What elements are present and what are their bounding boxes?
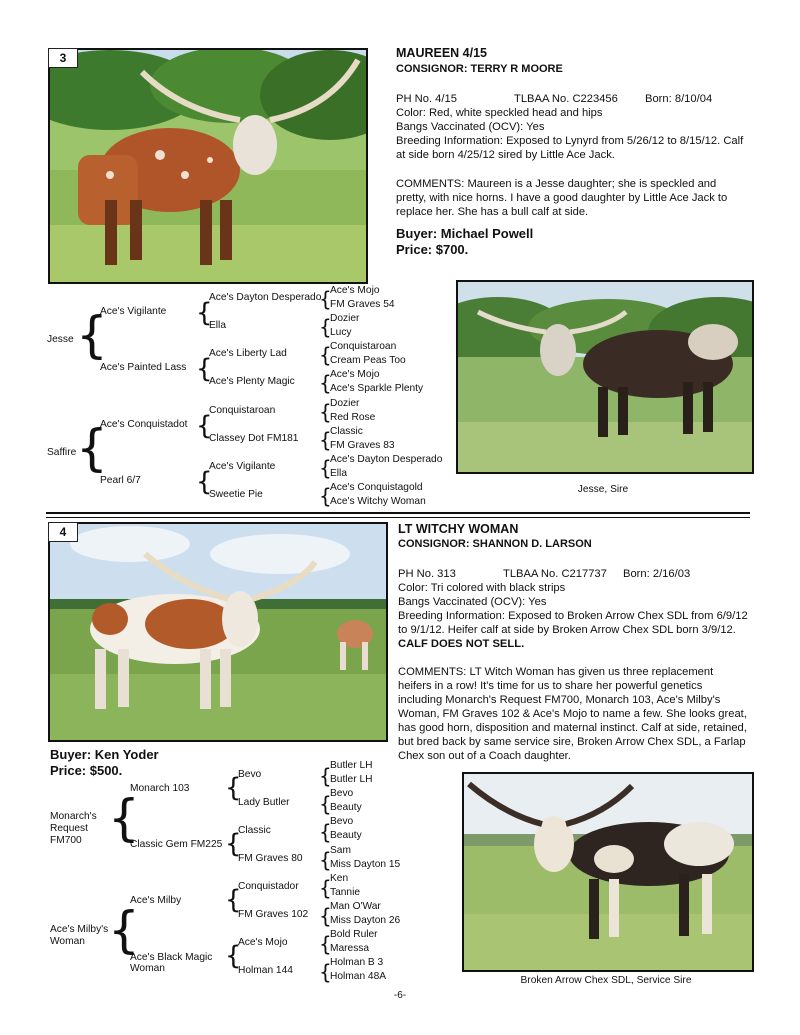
lot-divider-thick	[46, 512, 750, 514]
ped3-brace-g2-4: {	[196, 467, 213, 497]
ped4-brace-g3-5: {	[319, 904, 332, 928]
lot3-sire-photo	[456, 280, 754, 474]
ped3-g4-15: Ace's Witchy Woman	[330, 496, 426, 507]
ped4-g4-14: Holman B 3	[330, 957, 384, 968]
ped4-g4-13: Maressa	[330, 943, 370, 954]
ped3-g4-3: Lucy	[330, 327, 352, 338]
lot4-comments-4: has good horn, disposition and maternal instinct. Calf at side, retained,	[398, 722, 747, 734]
ped4-brace-sire: {	[108, 789, 140, 847]
ped3-g4-14: Ace's Conquistagold	[330, 482, 423, 493]
lot-divider-thin	[46, 517, 750, 518]
lot4-tlbaa-no: TLBAA No. C217737	[503, 568, 607, 580]
ped3-s-s: Ace's Vigilante	[100, 306, 167, 317]
lot3-buyer: Buyer: Michael Powell	[396, 226, 534, 241]
ped4-g4-1: Butler LH	[330, 774, 373, 785]
ped4-g4-7: Miss Dayton 15	[330, 859, 401, 870]
ped3-g4-2: Dozier	[330, 313, 360, 324]
lot4-breeding-1: Breeding Information: Exposed to Broken Arrow Chex SDL from 6/9/12	[398, 610, 748, 622]
ped3-brace-sire: {	[76, 306, 108, 364]
lot3-sire-caption: Jesse, Sire	[577, 484, 629, 495]
lot3-comments-1: COMMENTS: Maureen is a Jesse daughter; she is speckled and	[396, 178, 717, 190]
lot3-breeding-1: Breeding Information: Exposed to Lynyrd from 5/26/12 to 8/15/12. Calf	[396, 135, 744, 147]
ped4-g3-2: Classic	[238, 825, 271, 836]
ped4-g4-5: Beauty	[330, 830, 362, 841]
ped3-brace-g3-4: {	[319, 400, 332, 424]
ped4-g4-2: Bevo	[330, 788, 354, 799]
page-number: -6-	[393, 990, 407, 1001]
lot4-price: Price: $500.	[50, 763, 123, 778]
ped4-d-s: Ace's Milby	[130, 895, 182, 906]
lot4-bangs: Bangs Vaccinated (OCV): Yes	[398, 596, 547, 608]
ped3-g3-0: Ace's Dayton Desperado	[209, 292, 322, 303]
ped3-g3-3: Ace's Plenty Magic	[209, 376, 295, 387]
ped3-d-s: Ace's Conquistadot	[100, 419, 188, 430]
ped4-brace-g2-3: {	[225, 885, 242, 915]
lot4-comments-2: including Monarch's Request FM700, Monarch 103, Ace's Milby's	[398, 694, 721, 706]
lot3-number: 3	[48, 48, 78, 68]
lot4-comments-6: Chex son out of a Coach daughter.	[398, 750, 571, 762]
lot4-breeding-2: to 9/1/12. Heifer calf at side by Broken Arrow Chex SDL born 3/9/12.	[398, 624, 736, 636]
ped3-brace-g3-3: {	[319, 371, 332, 395]
ped4-g4-10: Man O'War	[330, 901, 381, 912]
ped3-g4-12: Ace's Dayton Desperado	[330, 454, 443, 465]
lot3-tlbaa-no: TLBAA No. C223456	[514, 93, 618, 105]
ped4-s-d: Classic Gem FM225	[130, 839, 223, 850]
ped3-brace-g3-0: {	[319, 287, 332, 311]
ped3-brace-g2-3: {	[196, 411, 213, 441]
ped4-g3-1: Lady Butler	[238, 797, 290, 808]
lot4-consignor: CONSIGNOR: SHANNON D. LARSON	[398, 538, 592, 550]
lot4-sire-caption: Broken Arrow Chex SDL, Service Sire	[520, 975, 692, 986]
ped3-g4-1: FM Graves 54	[330, 299, 395, 310]
ped4-dam-line-1: Woman	[50, 936, 85, 947]
lot3-breeding-2: at side born 4/25/12 sired by Little Ace Jack.	[396, 149, 615, 161]
ped3-g3-7: Sweetie Pie	[209, 489, 263, 500]
ped4-g3-5: FM Graves 102	[238, 909, 309, 920]
ped3-g4-8: Dozier	[330, 398, 360, 409]
ped4-g3-3: FM Graves 80	[238, 853, 303, 864]
ped3-s-d: Ace's Painted Lass	[100, 362, 187, 373]
ped4-g4-3: Beauty	[330, 802, 362, 813]
lot4-comments-1: heifers in a row! It's time for us to share her powerful genetics	[398, 680, 703, 692]
ped3-brace-g3-1: {	[319, 315, 332, 339]
lot3-name: MAUREEN 4/15	[396, 46, 487, 60]
lot3-color: Color: Red, white speckled head and hips	[396, 107, 603, 119]
ped4-g4-12: Bold Ruler	[330, 929, 378, 940]
ped3-brace-g3-7: {	[319, 484, 332, 508]
lot4-name: LT WITCHY WOMAN	[398, 522, 519, 536]
lot4-comments-3: Woman, FM Graves 102 & Ace's Mojo to name a few. She looks great,	[398, 708, 747, 720]
ped3-brace-g3-6: {	[319, 456, 332, 480]
ped4-g4-4: Bevo	[330, 816, 354, 827]
ped4-brace-dam: {	[108, 901, 140, 959]
ped3-g4-5: Cream Peas Too	[330, 355, 406, 366]
ped3-brace-g3-2: {	[319, 343, 332, 367]
ped4-d-d-line-1: Woman	[130, 963, 165, 974]
lot4-calf-note: CALF DOES NOT SELL.	[398, 638, 525, 650]
ped4-g4-11: Miss Dayton 26	[330, 915, 401, 926]
ped3-g4-10: Classic	[330, 426, 363, 437]
ped4-g4-8: Ken	[330, 873, 349, 884]
ped3-d-d: Pearl 6/7	[100, 475, 141, 486]
ped4-g4-6: Sam	[330, 845, 351, 856]
ped3-g4-13: Ella	[330, 468, 347, 479]
ped4-g3-6: Ace's Mojo	[238, 937, 288, 948]
ped4-g4-15: Holman 48A	[330, 971, 387, 982]
ped3-brace-g2-2: {	[196, 354, 213, 384]
lot4-number: 4	[48, 522, 78, 542]
ped4-brace-g3-7: {	[319, 960, 332, 984]
ped4-brace-g3-6: {	[319, 932, 332, 956]
ped3-g3-1: Ella	[209, 320, 226, 331]
lot3-comments-3: replace her. She has a bull calf at side.	[396, 206, 589, 218]
ped4-brace-g3-1: {	[319, 792, 332, 816]
ped4-dam-line-0: Ace's Milby's	[50, 924, 109, 935]
ped4-brace-g3-3: {	[319, 848, 332, 872]
lot4-color: Color: Tri colored with black strips	[398, 582, 566, 594]
ped3-g4-6: Ace's Mojo	[330, 369, 380, 380]
lot4-cow-photo	[48, 522, 388, 742]
ped4-sire-line-2: FM700	[50, 835, 82, 846]
lot3-cow-photo	[48, 48, 368, 284]
ped3-g3-4: Conquistaroan	[209, 405, 276, 416]
ped4-g3-7: Holman 144	[238, 965, 293, 976]
lot4-buyer: Buyer: Ken Yoder	[50, 747, 159, 762]
ped4-sire-line-1: Request	[50, 823, 88, 834]
ped4-g4-0: Butler LH	[330, 760, 373, 771]
lot4-sire-photo	[462, 772, 754, 972]
ped3-brace-dam: {	[76, 419, 108, 477]
ped4-g3-4: Conquistador	[238, 881, 299, 892]
lot4-ph-no: PH No. 313	[398, 568, 456, 580]
ped3-brace-g3-5: {	[319, 428, 332, 452]
ped3-g4-0: Ace's Mojo	[330, 285, 380, 296]
ped3-brace-g2-1: {	[196, 298, 213, 328]
ped3-g4-4: Conquistaroan	[330, 341, 397, 352]
ped4-brace-g2-1: {	[225, 773, 242, 803]
ped4-g3-0: Bevo	[238, 769, 262, 780]
lot3-born: Born: 8/10/04	[645, 93, 713, 105]
ped3-g4-7: Ace's Sparkle Plenty	[330, 383, 424, 394]
ped3-g3-6: Ace's Vigilante	[209, 461, 276, 472]
lot4-born: Born: 2/16/03	[623, 568, 691, 580]
lot3-consignor: CONSIGNOR: TERRY R MOORE	[396, 63, 563, 75]
ped3-g3-5: Classey Dot FM181	[209, 433, 299, 444]
ped3-g3-2: Ace's Liberty Lad	[209, 348, 287, 359]
ped4-brace-g3-4: {	[319, 876, 332, 900]
ped3-sire: Jesse	[47, 334, 74, 345]
ped4-brace-g3-2: {	[319, 820, 332, 844]
lot3-comments-2: pretty, with nice horns. I have a good daughter by Little Ace Jack to	[396, 192, 728, 204]
ped4-g4-9: Tannie	[330, 887, 361, 898]
ped4-s-s: Monarch 103	[130, 783, 190, 794]
ped3-g4-11: FM Graves 83	[330, 440, 395, 451]
ped4-sire-line-0: Monarch's	[50, 811, 97, 822]
ped3-g4-9: Red Rose	[330, 412, 376, 423]
ped4-brace-g3-0: {	[319, 764, 332, 788]
lot3-ph-no: PH No. 4/15	[396, 93, 457, 105]
lot4-comments-5: but bred back by same service sire, Broken Arrow Chex SDL, a Farlap	[398, 736, 746, 748]
ped3-dam: Saffire	[47, 447, 77, 458]
lot4-comments-0: COMMENTS: LT Witch Woman has given us three replacement	[398, 666, 714, 678]
lot3-price: Price: $700.	[396, 242, 469, 257]
ped4-d-d-line-0: Ace's Black Magic	[130, 952, 213, 963]
lot3-bangs: Bangs Vaccinated (OCV): Yes	[396, 121, 545, 133]
ped4-brace-g2-4: {	[225, 941, 242, 971]
ped4-brace-g2-2: {	[225, 829, 242, 859]
